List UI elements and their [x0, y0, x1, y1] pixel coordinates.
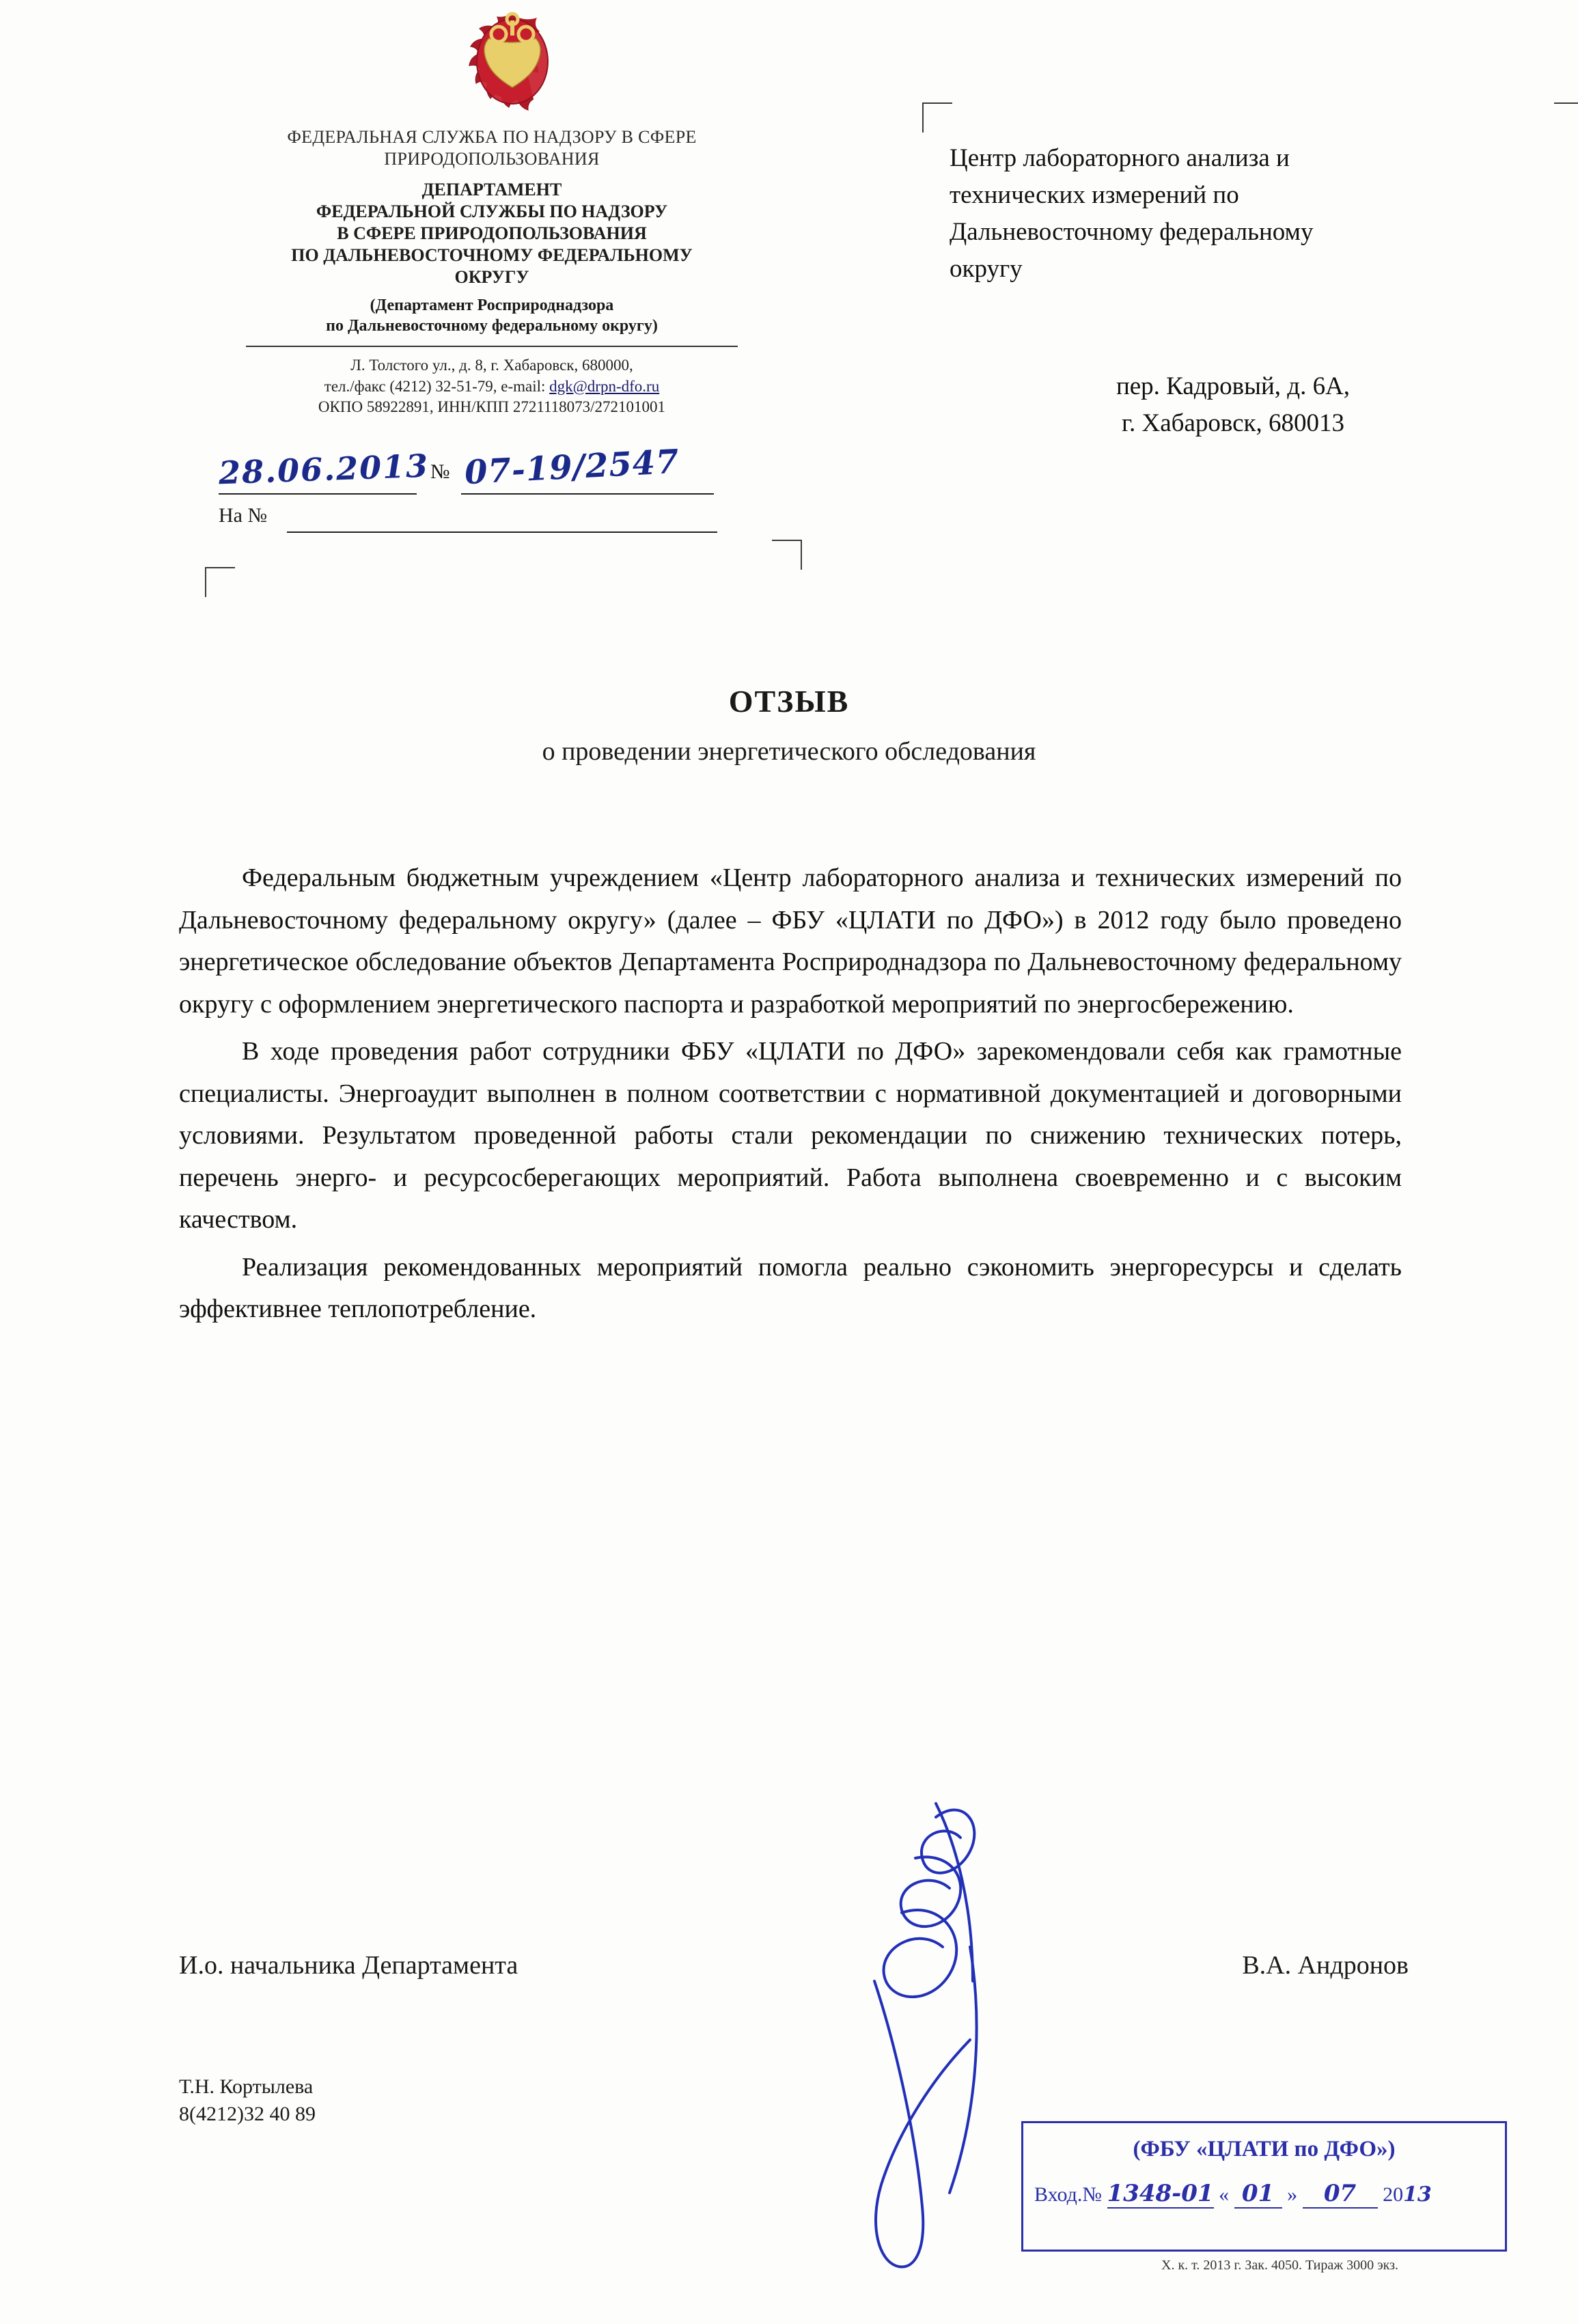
phone-email-line — [205, 376, 779, 397]
stamp-day-quote-open: « — [1219, 2183, 1230, 2206]
department-line-1: ДЕПАРТАМЕНТ — [421, 180, 562, 200]
bracket-top-left — [922, 102, 952, 133]
incoming-registration-stamp — [1021, 2121, 1507, 2252]
document-subtitle: о проведении энергетического обследования — [542, 737, 1036, 766]
department-name — [205, 179, 779, 288]
executor-name: Т.Н. Кортылева — [179, 2075, 314, 2098]
stamp-year: 13 — [1403, 2183, 1432, 2207]
body-paragraph-1: Федеральным бюджетным учреждением «Центр лабораторного анализа и технических измерений по Дальневосточному федеральному округу» (далее – ФБУ «ЦЛАТИ по ДФО») в 2012 году было проведено энергетическое обследование объектов Департамента Росприроднадзора по Дальневосточному федеральному округу с оформлением энергетического паспорта и разработкой мероприятий по энергосбережению. — [179, 863, 1402, 1019]
signatory-name: В.А. Андронов — [1242, 1951, 1409, 1980]
bracket-mid-right — [772, 540, 802, 570]
department-line-2: ФЕДЕРАЛЬНОЙ СЛУЖБЫ ПО НАДЗОРУ — [316, 202, 668, 222]
letterhead-divider — [246, 346, 738, 347]
body-paragraph-3: Реализация рекомендованных мероприятий помогла реально сэкономить энергоресурсы и сделать эффективнее теплопотребление. — [179, 1252, 1402, 1324]
addressee-address — [950, 368, 1517, 441]
signatory-position: И.о. начальника Департамента — [179, 1951, 518, 1980]
reply-reference-underline — [287, 531, 717, 533]
number-underline — [461, 493, 714, 495]
executor-contact — [179, 2073, 316, 2127]
stamp-month: 07 — [1303, 2180, 1378, 2209]
letterhead-block — [205, 126, 779, 417]
document-title: ОТЗЫВ — [728, 684, 850, 719]
bracket-top-right — [1554, 102, 1578, 133]
stamp-incoming-number: 1348-01 — [1107, 2180, 1214, 2207]
document-body — [179, 857, 1402, 1336]
body-paragraph-2: В ходе проведения работ сотрудники ФБУ «ЦЛАТИ по ДФО» зарекомендовали себя как грамотные специалисты. Энергоаудит выполнен в полном соответствии с нормативной документацией и договорными условиями. Результатом проведенной работы стали рекомендации по снижению технических потерь, перечень энерго- и ресурсосберегающих мероприятий. Работа выполнена своевременно и с высоким качеством. — [179, 1037, 1402, 1234]
addressee-line-4: округу — [950, 255, 1023, 283]
postal-address: Л. Толстого ул., д. 8, г. Хабаровск, 680000, — [350, 357, 633, 374]
department-subtitle-line-1: (Департамент Росприроднадзора — [370, 296, 614, 315]
addressee-street: пер. Кадровый, д. 6А, — [1116, 372, 1351, 401]
reply-reference-label: На № — [219, 504, 268, 527]
handwritten-number: 07-19/2547 — [463, 442, 680, 493]
letterhead-contacts — [205, 355, 779, 417]
addressee-city: г. Хабаровск, 680013 — [1121, 409, 1345, 437]
number-label: № — [430, 460, 450, 483]
department-subtitle-line-2: по Дальневосточному федеральному округу) — [326, 317, 658, 335]
stamp-fields — [1023, 2180, 1505, 2209]
stamp-year-prefix: 20 — [1383, 2183, 1404, 2206]
agency-name: ФЕДЕРАЛЬНАЯ СЛУЖБА ПО НАДЗОРУ В СФЕРЕ ПРИРОДОПОЛЬЗОВАНИЯ — [287, 127, 697, 169]
addressee-line-3: Дальневосточному федеральному — [950, 218, 1314, 247]
department-line-4: ПО ДАЛЬНЕВОСТОЧНОМУ ФЕДЕРАЛЬНОМУ — [291, 245, 693, 266]
stamp-day-quote-close: » — [1287, 2183, 1298, 2206]
handwritten-date: 28.06.2013 — [218, 447, 430, 492]
bracket-bottom-left — [205, 567, 235, 597]
russian-coat-of-arms-icon — [451, 7, 574, 123]
signature-row — [179, 1950, 1409, 1980]
department-subtitle — [205, 295, 779, 336]
outgoing-number-block — [205, 442, 779, 533]
addressee-line-2: технических измерений по — [950, 181, 1239, 210]
phone-text: тел./факс (4212) 32-51-79, e-mail: — [324, 377, 550, 395]
registration-codes: ОКПО 58922891, ИНН/КПП 2721118073/272101001 — [318, 398, 666, 415]
stamp-day: 01 — [1234, 2180, 1282, 2209]
print-imprint: Х. к. т. 2013 г. Зак. 4050. Тираж 3000 экз. — [1161, 2258, 1399, 2273]
department-line-3: В СФЕРЕ ПРИРОДОПОЛЬЗОВАНИЯ — [337, 223, 647, 244]
department-line-5: ОКРУГУ — [454, 267, 529, 288]
date-underline — [219, 493, 417, 495]
email-link[interactable]: dgk@drpn-dfo.ru — [549, 377, 660, 395]
addressee-block — [950, 140, 1517, 441]
stamp-organization: (ФБУ «ЦЛАТИ по ДФО») — [1133, 2137, 1396, 2161]
stamp-incoming-label: Вход.№ — [1034, 2183, 1102, 2206]
addressee-line-1: Центр лабораторного анализа и — [950, 144, 1290, 172]
executor-phone: 8(4212)32 40 89 — [179, 2102, 316, 2125]
